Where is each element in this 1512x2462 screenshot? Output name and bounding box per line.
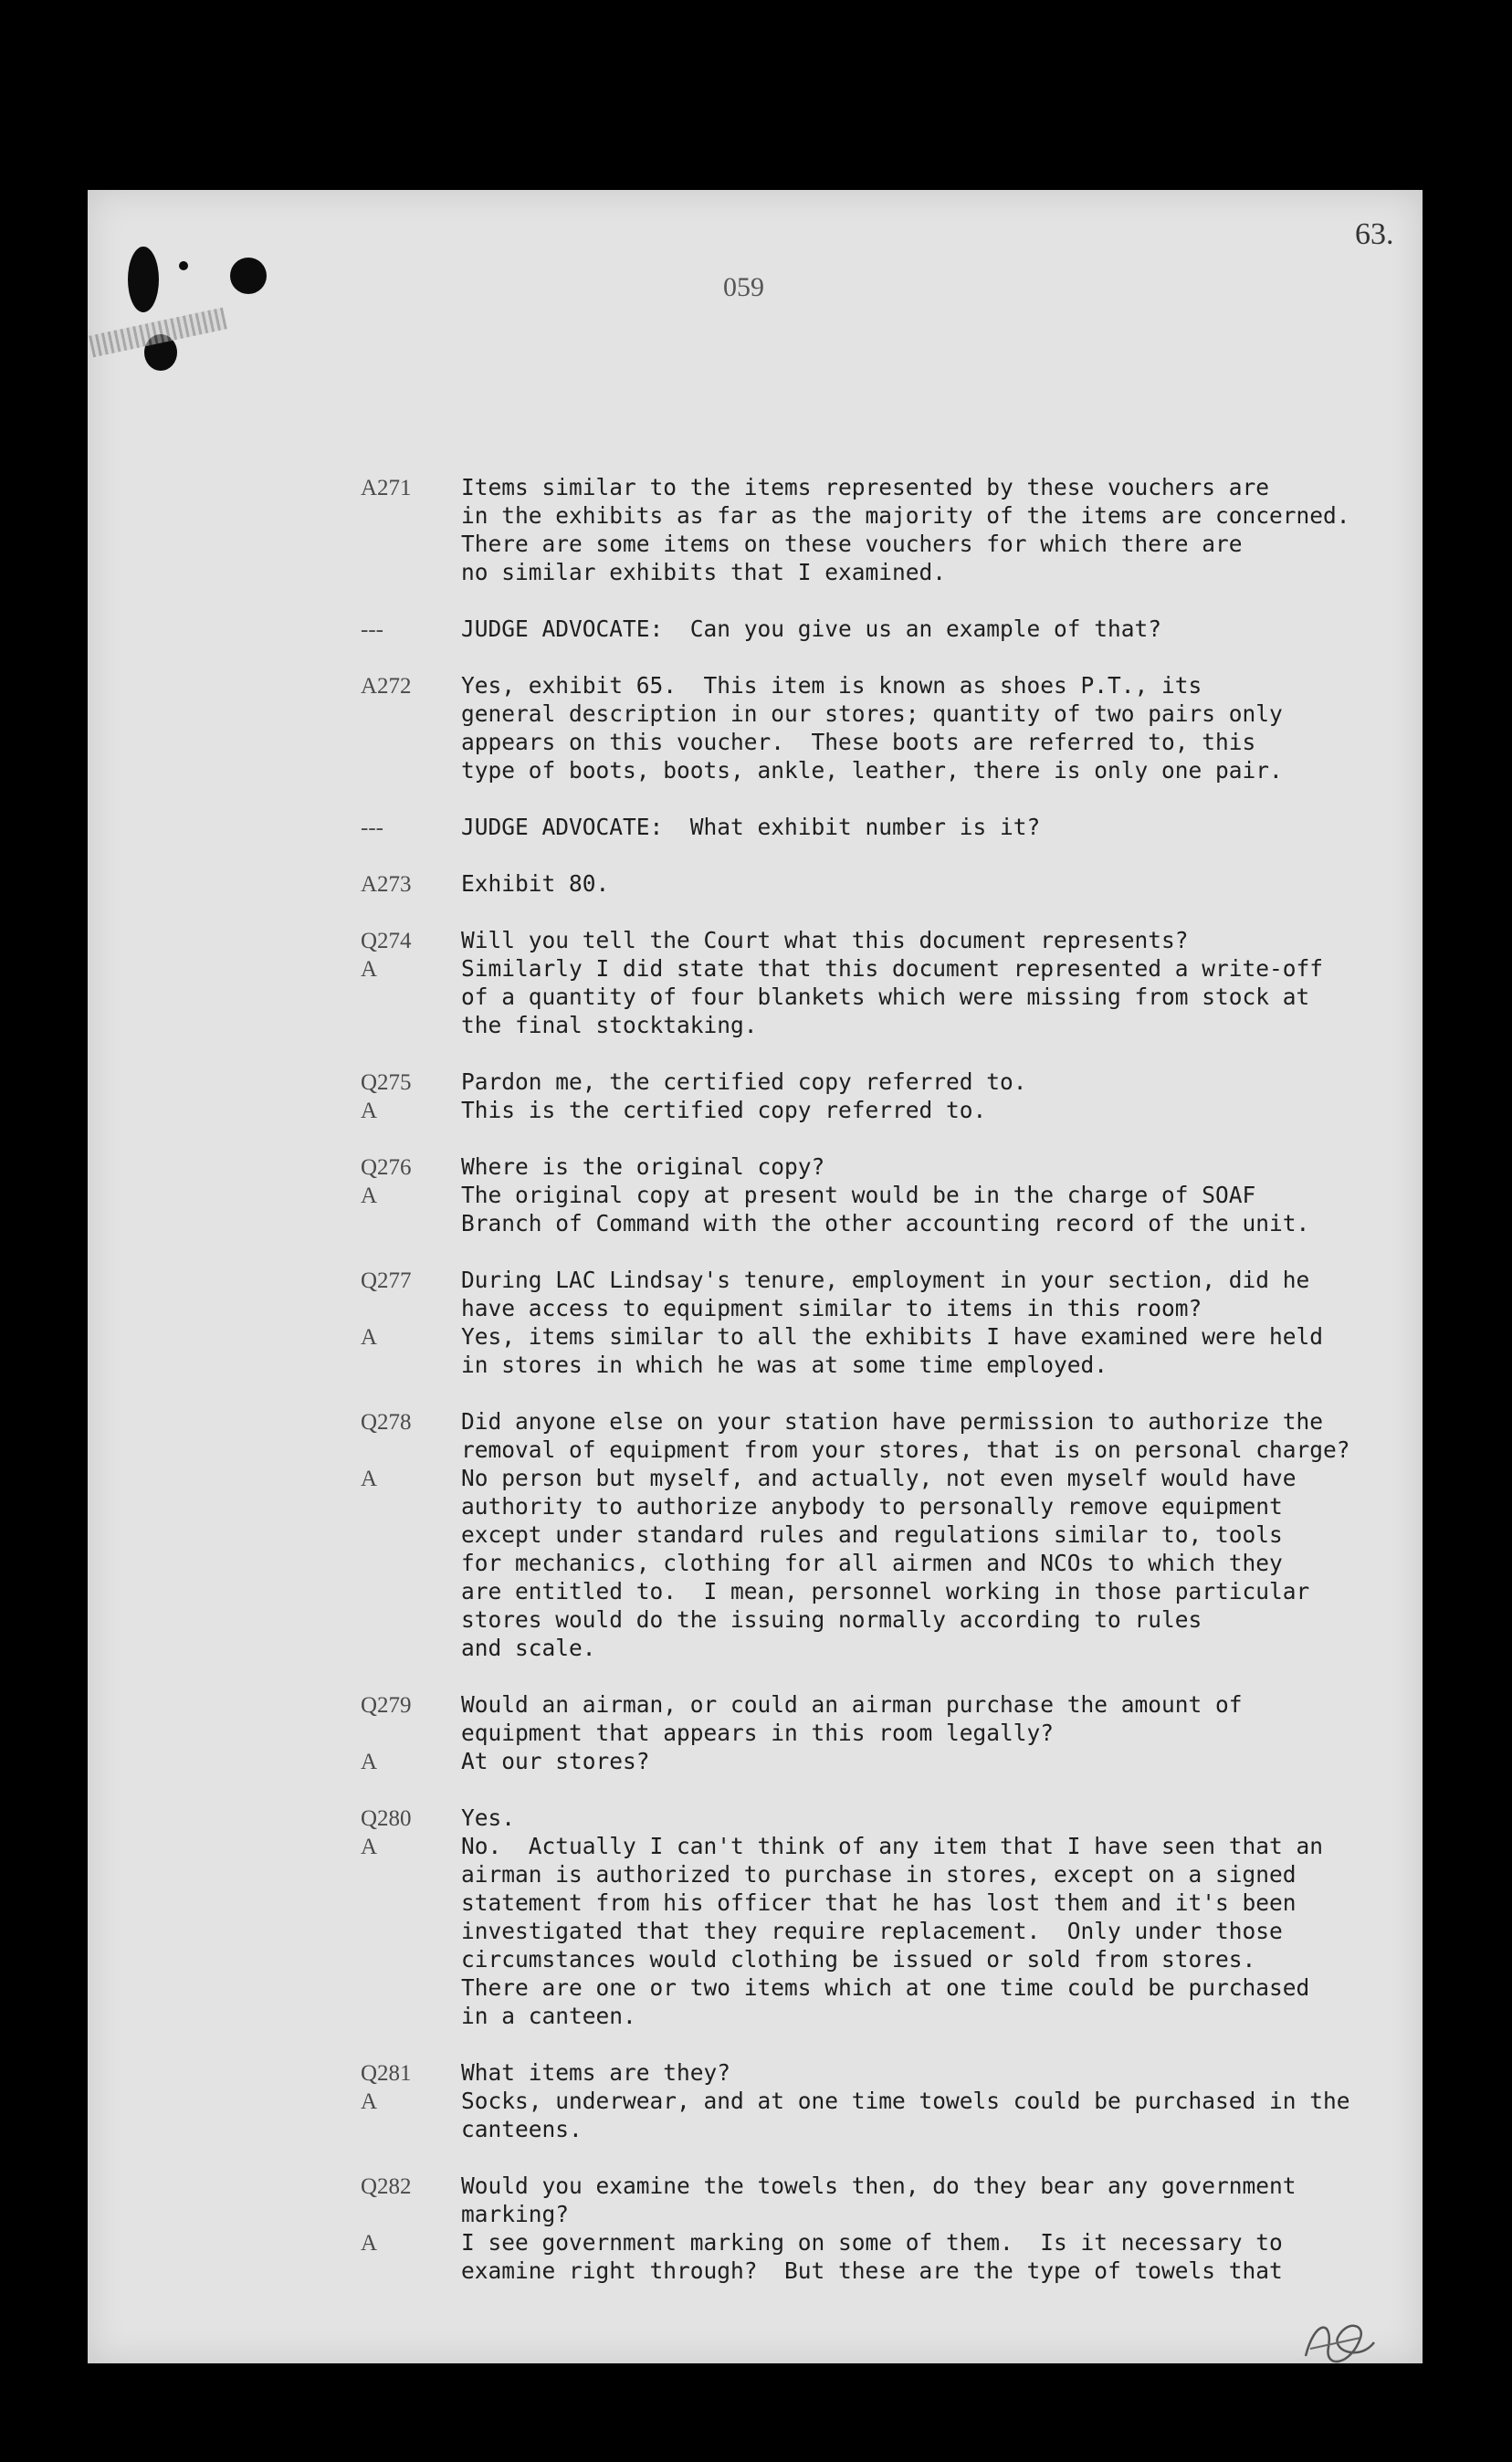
entry-text: No. Actually I can't think of any item that I have seen that an — [461, 1833, 1324, 1859]
entry-label: A — [361, 1184, 378, 1208]
transcript-line — [361, 1351, 1411, 1379]
entry-text: Items similar to the items represented by these vouchers are — [461, 474, 1270, 500]
transcript-line — [361, 2058, 1411, 2087]
entry-label: Q280 — [361, 1806, 412, 1831]
transcript-line — [361, 756, 1411, 784]
entry-label: Q276 — [361, 1155, 412, 1180]
entry-text: equipment that appears in this room legally? — [461, 1720, 1055, 1746]
entry-label: A — [361, 1750, 378, 1774]
transcript-line — [361, 1860, 1411, 1889]
handwritten-initials — [1297, 2310, 1379, 2383]
entry-text: Pardon me, the certified copy referred to. — [461, 1068, 1027, 1095]
entry-text: Exhibit 80. — [461, 870, 610, 897]
transcript-line — [361, 1011, 1411, 1039]
transcript-line — [361, 530, 1411, 558]
transcript-line — [361, 1549, 1411, 1577]
page-number: 63. — [1355, 217, 1394, 251]
entry-text: Socks, underwear, and at one time towels could be purchased in the — [461, 2088, 1350, 2114]
transcript-line — [361, 1520, 1411, 1549]
entry-text: No person but myself, and actually, not even myself would have — [461, 1465, 1297, 1491]
transcript-line — [361, 1407, 1411, 1436]
transcript-entry — [361, 1407, 1411, 1662]
transcript-entry — [361, 2058, 1411, 2143]
entry-label: Q275 — [361, 1070, 412, 1095]
transcript-line — [361, 1322, 1411, 1351]
entry-label: A — [361, 1835, 378, 1859]
entry-text: have access to equipment similar to items in this room? — [461, 1295, 1202, 1321]
transcript-line — [361, 1181, 1411, 1209]
transcript-line — [361, 869, 1411, 898]
transcript-line — [361, 2087, 1411, 2115]
transcript-entry — [361, 813, 1411, 841]
transcript-line — [361, 1889, 1411, 1917]
entry-text: There are some items on these vouchers for which there are — [461, 531, 1243, 557]
transcript-line — [361, 1096, 1411, 1124]
entry-text: There are one or two items which at one time could be purchased — [461, 1974, 1310, 2001]
transcript-line — [361, 2257, 1411, 2285]
entry-text: I see government marking on some of them. Is it necessary to — [461, 2229, 1283, 2256]
document-number: 059 — [723, 272, 764, 302]
transcript-line — [361, 501, 1411, 530]
transcript-entry — [361, 671, 1411, 784]
entry-label: A — [361, 1325, 378, 1350]
transcript-entry — [361, 869, 1411, 898]
transcript-line — [361, 1464, 1411, 1492]
entry-text: statement from his officer that he has lost them and it's been — [461, 1889, 1297, 1916]
transcript-entry — [361, 1804, 1411, 2030]
transcript-line — [361, 1068, 1411, 1096]
transcript-line — [361, 1945, 1411, 1973]
ink-blot — [128, 247, 159, 312]
entry-text: airman is authorized to purchase in stores, except on a signed — [461, 1861, 1297, 1888]
transcript-line — [361, 2002, 1411, 2030]
entry-text: in the exhibits as far as the majority of the items are concerned. — [461, 502, 1350, 529]
entry-text: for mechanics, clothing for all airmen and NCOs to which they — [461, 1550, 1283, 1576]
transcript-line — [361, 1973, 1411, 2002]
transcript-line — [361, 1152, 1411, 1181]
transcript-entry — [361, 1068, 1411, 1124]
entry-text: Did anyone else on your station have permission to authorize the — [461, 1408, 1324, 1435]
transcript-entry — [361, 473, 1411, 586]
entry-label: Q282 — [361, 2174, 412, 2199]
entry-text: Branch of Command with the other accounting record of the unit. — [461, 1210, 1310, 1236]
transcript-line — [361, 1436, 1411, 1464]
entry-label: A — [361, 2231, 378, 2256]
ink-blot — [230, 258, 267, 294]
entry-label: A271 — [361, 476, 412, 500]
transcript-line — [361, 1917, 1411, 1945]
entry-text: JUDGE ADVOCATE: Can you give us an example of that? — [461, 616, 1162, 642]
transcript-line — [361, 1266, 1411, 1294]
entry-text: What items are they? — [461, 2059, 731, 2086]
entry-label: --- — [361, 815, 383, 840]
transcript-line — [361, 700, 1411, 728]
entry-text: During LAC Lindsay's tenure, employment in your section, did he — [461, 1267, 1310, 1293]
entry-label: Q278 — [361, 1410, 412, 1435]
transcript-line — [361, 1690, 1411, 1719]
transcript-entry — [361, 1266, 1411, 1379]
transcript-line — [361, 1747, 1411, 1775]
entry-text: JUDGE ADVOCATE: What exhibit number is it? — [461, 814, 1041, 840]
entry-label: A273 — [361, 872, 412, 897]
transcript-line — [361, 1804, 1411, 1832]
entry-label: A272 — [361, 674, 412, 699]
entry-label: A — [361, 1099, 378, 1123]
entry-label: --- — [361, 617, 383, 642]
transcript-line — [361, 2228, 1411, 2257]
entry-text: investigated that they require replacement. Only under those — [461, 1918, 1283, 1944]
entry-label: A — [361, 2089, 378, 2114]
entry-text: the final stocktaking. — [461, 1012, 758, 1038]
transcript-entry — [361, 1152, 1411, 1237]
transcript-entry — [361, 926, 1411, 1039]
transcript-line — [361, 473, 1411, 501]
entry-text: marking? — [461, 2201, 570, 2227]
transcript-line — [361, 813, 1411, 841]
entry-text: removal of equipment from your stores, that is on personal charge? — [461, 1436, 1350, 1463]
entry-text: At our stores? — [461, 1748, 650, 1774]
entry-text: Similarly I did state that this document represented a write-off — [461, 955, 1324, 982]
transcript-entry — [361, 615, 1411, 643]
entry-label: Q277 — [361, 1268, 412, 1293]
entry-text: type of boots, boots, ankle, leather, there is only one pair. — [461, 757, 1283, 784]
transcript-entry — [361, 1690, 1411, 1775]
transcript-line — [361, 954, 1411, 983]
entry-text: and scale. — [461, 1635, 596, 1661]
transcript-line — [361, 1634, 1411, 1662]
entry-text: Yes, items similar to all the exhibits I have examined were held — [461, 1323, 1324, 1350]
transcript-line — [361, 671, 1411, 700]
transcript-entry — [361, 2172, 1411, 2285]
transcript-line — [361, 728, 1411, 756]
transcript-line — [361, 1832, 1411, 1860]
entry-text: are entitled to. I mean, personnel working in those particular — [461, 1578, 1310, 1605]
entry-label: Q281 — [361, 2061, 412, 2086]
entry-text: Would you examine the towels then, do they bear any government — [461, 2173, 1297, 2199]
entry-text: appears on this voucher. These boots are referred to, this — [461, 729, 1256, 755]
transcript-line — [361, 1577, 1411, 1605]
entry-text: examine right through? But these are the type of towels that — [461, 2257, 1283, 2284]
transcript-line — [361, 1294, 1411, 1322]
entry-label: A — [361, 1467, 378, 1491]
transcript-line — [361, 983, 1411, 1011]
entry-text: Will you tell the Court what this document represents? — [461, 927, 1189, 953]
entry-text: in stores in which he was at some time employed. — [461, 1352, 1108, 1378]
entry-label: A — [361, 957, 378, 982]
entry-label: Q274 — [361, 929, 412, 953]
transcript-body — [361, 473, 1411, 2313]
entry-text: stores would do the issuing normally according to rules — [461, 1606, 1202, 1633]
transcript-line — [361, 1492, 1411, 1520]
transcript-line — [361, 1605, 1411, 1634]
entry-text: except under standard rules and regulations similar to, tools — [461, 1521, 1283, 1548]
transcript-line — [361, 2172, 1411, 2200]
entry-text: Would an airman, or could an airman purchase the amount of — [461, 1691, 1243, 1718]
transcript-line — [361, 2115, 1411, 2143]
transcript-line — [361, 1719, 1411, 1747]
transcript-line — [361, 926, 1411, 954]
transcript-line — [361, 2200, 1411, 2228]
entry-text: Where is the original copy? — [461, 1153, 825, 1180]
entry-text: general description in our stores; quantity of two pairs only — [461, 700, 1283, 727]
entry-label: Q279 — [361, 1693, 412, 1718]
entry-text: of a quantity of four blankets which were missing from stock at — [461, 984, 1310, 1010]
entry-text: Yes, exhibit 65. This item is known as shoes P.T., its — [461, 672, 1202, 699]
transcript-line — [361, 1209, 1411, 1237]
transcript-line — [361, 615, 1411, 643]
entry-text: The original copy at present would be in the charge of SOAF — [461, 1182, 1256, 1208]
transcript-line — [361, 558, 1411, 586]
entry-text: authority to authorize anybody to personally remove equipment — [461, 1493, 1283, 1520]
ink-blot — [179, 261, 188, 270]
entry-text: no similar exhibits that I examined. — [461, 559, 947, 585]
entry-text: in a canteen. — [461, 2003, 636, 2029]
entry-text: Yes. — [461, 1804, 516, 1831]
entry-text: circumstances would clothing be issued or sold from stores. — [461, 1946, 1256, 1973]
entry-text: This is the certified copy referred to. — [461, 1097, 987, 1123]
entry-text: canteens. — [461, 2116, 583, 2142]
